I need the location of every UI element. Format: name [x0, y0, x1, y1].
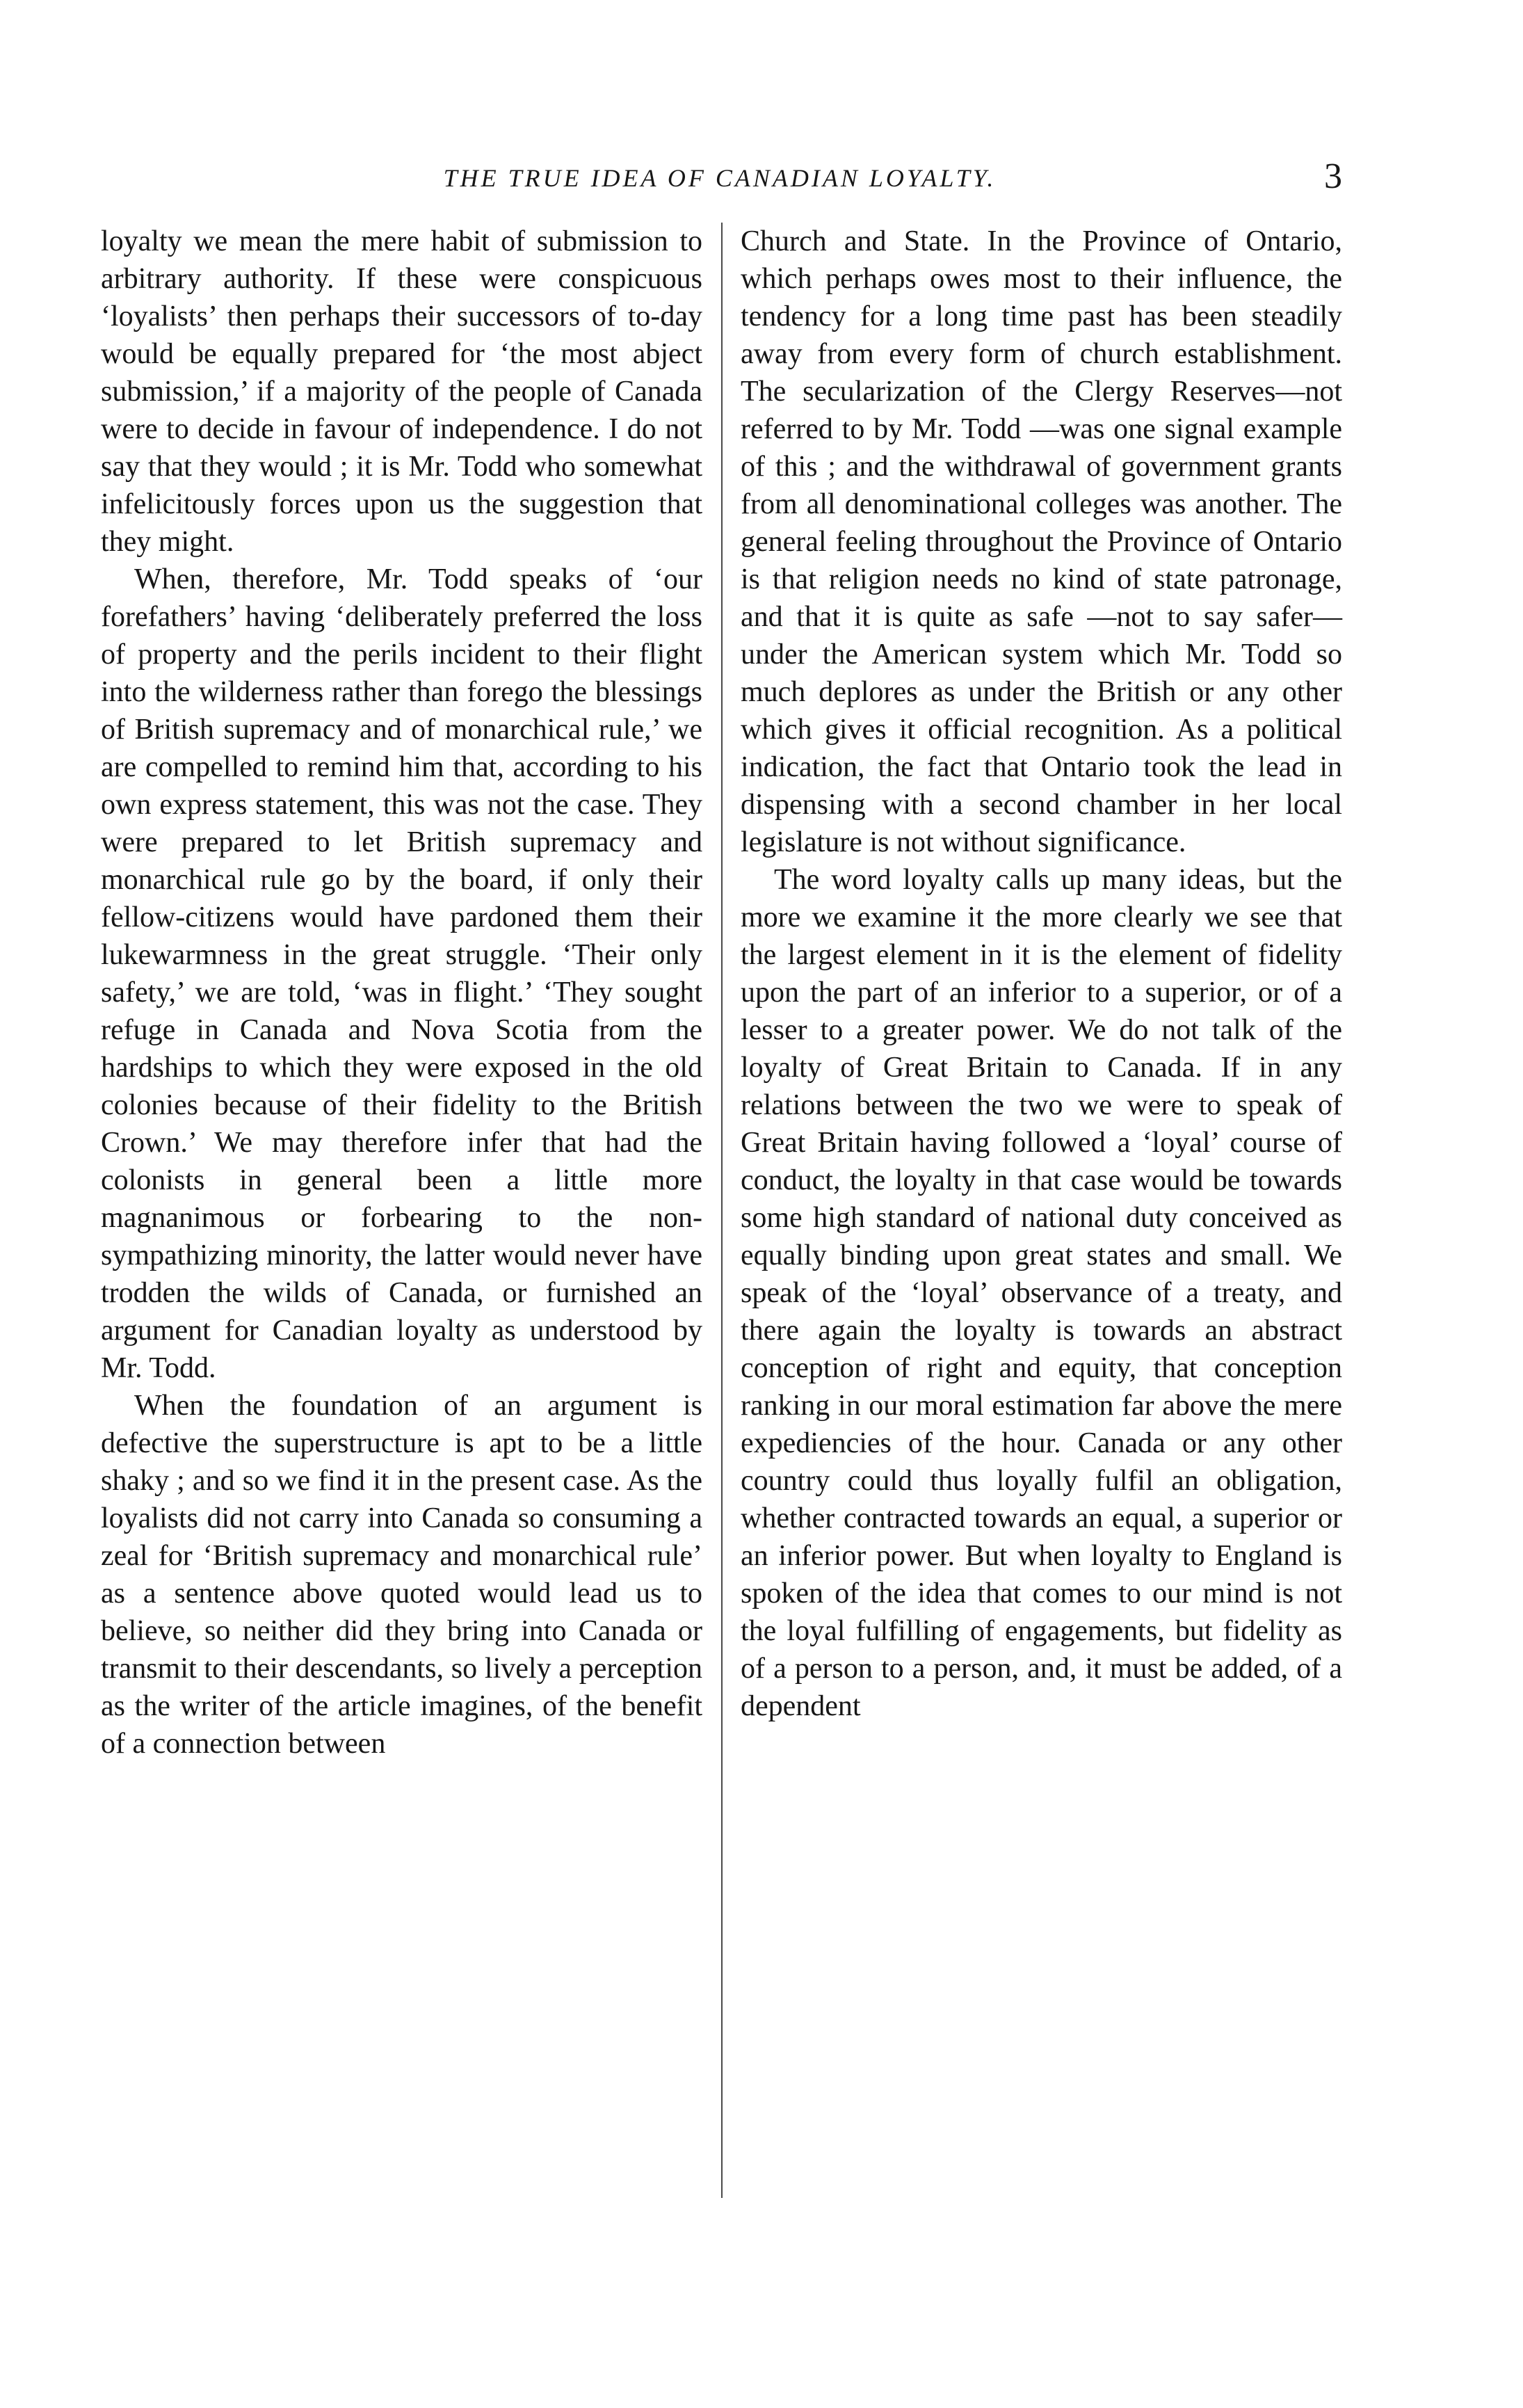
- left-paragraph-2: When, therefore, Mr. Todd speaks of ‘our forefathers’ having ‘deliberately preferred the loss of property and the perils incident to their flight into the wilderness rather than forego the blessings of British supremacy and of monarchical rule,’ we are compelled to remind him that, according to his own express statement, this was not the case. They were prepared to let British supremacy and monarchical rule go by the board, if only their fellow-citizens would have pardoned them their lukewarmness in the great struggle. ‘Their only safety,’ we are told, ‘was in flight.’ ‘They sought refuge in Canada and Nova Scotia from the hardships to which they were exposed in the old colonies because of their fidelity to the British Crown.’ We may therefore infer that had the colonists in general been a little more magnanimous or forbearing to the non-sympathizing minority, the latter would never have trodden the wilds of Canada, or furnished an argument for Canadian loyalty as understood by Mr. Todd.: [101, 563, 702, 1384]
- left-paragraph-3: When the foundation of an argument is defective the superstructure is apt to be a little shaky ; and so we find it in the present case. As the loyalists did not carry into Canada so consuming a zeal for ‘British supremacy and monarchical rule’ as a sentence above quoted would lead us to believe, so neither did they bring into Canada or transmit to their descendants, so lively a perception as the writer of the article imagines, of the benefit of a connection between: [101, 1390, 702, 1760]
- running-head: [97, 157, 1342, 199]
- column-divider: [721, 223, 723, 2198]
- left-column: [101, 223, 702, 1763]
- running-title: THE TRUE IDEA OF CANADIAN LOYALTY.: [443, 164, 997, 192]
- right-column: [741, 223, 1342, 1725]
- right-paragraph-2: The word loyalty calls up many ideas, but the more we examine it the more clearly we see that the largest element in it is the element of fidelity upon the part of an inferior to a superior, or of a lesser to a greater power. We do not talk of the loyalty of Great Britain to Canada. If in any relations between the two we were to speak of Great Britain having followed a ‘loyal’ course of conduct, the loyalty in that case would be towards some high standard of national duty conceived as equally binding upon great states and small. We speak of the ‘loyal’ observance of a treaty, and there again the loyalty is towards an abstract conception of right and equity, that conception ranking in our moral estimation far above the mere expediencies of the hour. Canada or any other country could thus loyally fulfil an obligation, whether contracted towards an equal, a superior or an inferior power. But when loyalty to England is spoken of the idea that comes to our mind is not the loyal fulfilling of engagements, but fidelity as of a person to a person, and, it must be added, of a dependent: [741, 864, 1342, 1722]
- page-number: 3: [1324, 156, 1342, 196]
- right-paragraph-1: Church and State. In the Province of Ontario, which perhaps owes most to their influence, the tendency for a long time past has been steadily away from every form of church establishment. The secularization of the Clergy Reserves—not referred to by Mr. Todd —was one signal example of this ; and the withdrawal of government grants from all denominational colleges was another. The general feeling throughout the Province of Ontario is that religion needs no kind of state patronage, and that it is quite as safe —not to say safer—under the American system which Mr. Todd so much deplores as under the British or any other which gives it official recognition. As a political indication, the fact that Ontario took the lead in dispensing with a second chamber in her local legislature is not without significance.: [741, 225, 1342, 858]
- left-paragraph-1: loyalty we mean the mere habit of submission to arbitrary authority. If these were conspicuous ‘loyalists’ then perhaps their successors of to-day would be equally prepared for ‘the most abject submission,’ if a majority of the people of Canada were to decide in favour of independence. I do not say that they would ; it is Mr. Todd who somewhat infelicitously forces upon us the suggestion that they might.: [101, 225, 702, 558]
